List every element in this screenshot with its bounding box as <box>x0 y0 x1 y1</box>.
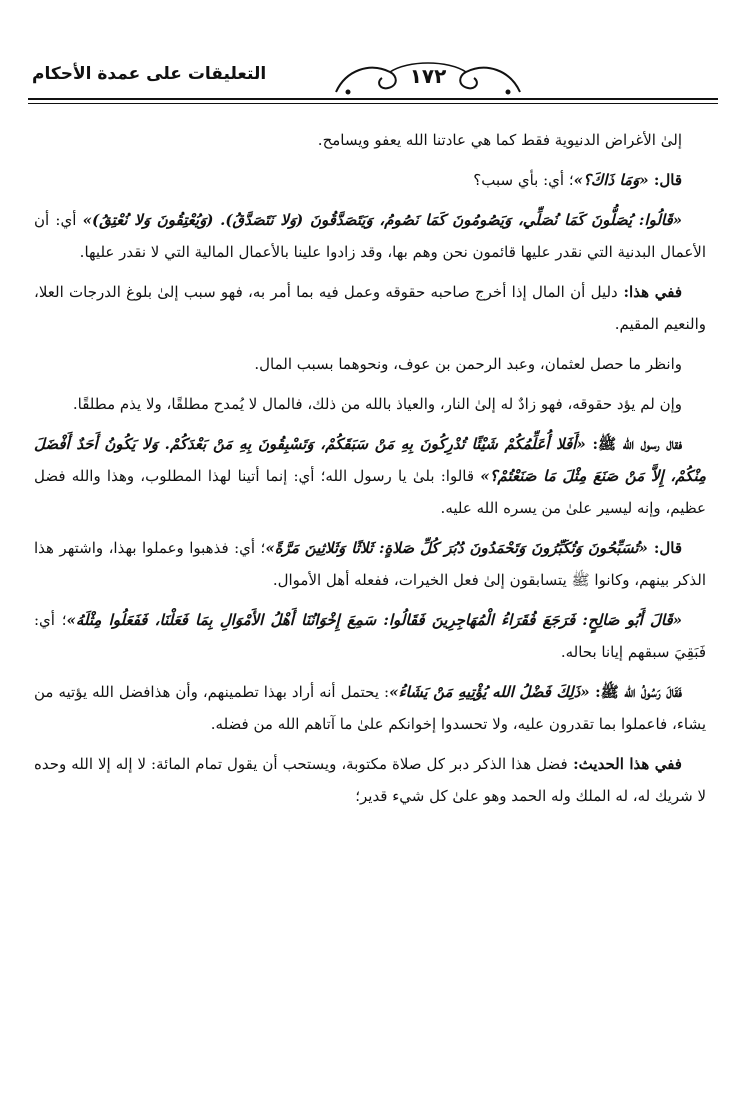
page-header <box>28 58 718 108</box>
header-rule <box>28 98 718 100</box>
page-body <box>34 124 706 820</box>
body-paragraph <box>34 276 706 340</box>
hadith-quote: «ذَلِكَ فَضْلُ الله يُؤْتِيهِ مَنْ يَشَاءُ» <box>389 683 590 701</box>
body-paragraph <box>34 604 706 668</box>
bold-lead-text: فَقَالَ رَسُولُ الله ﷺ: <box>589 683 682 701</box>
body-paragraph <box>34 124 706 156</box>
bold-lead-text: قال: <box>648 171 682 189</box>
running-header-title: التعليقات على عمدة الأحكام <box>32 64 267 84</box>
bold-lead-text: ففي هذا الحديث: <box>567 755 682 773</box>
bold-lead-text: ففي هذا: <box>617 283 682 301</box>
bold-lead-text: فقال رسول الله ﷺ: <box>585 435 682 453</box>
commentary-text: : يحتمل أنه أراد بهذا تطمينهم، وأن هذافضل الله يؤتيه من يشاء، فاعملوا بما تقدرون عليه، ولا تحسدوا إخوانكم علىٰ ما آتاهم الله من فضله. <box>34 683 706 733</box>
body-paragraph <box>34 164 706 196</box>
body-paragraph <box>34 348 706 380</box>
commentary-text: وإن لم يؤد حقوقه، فهو زادٌ له إلىٰ النار، والعياذ بالله من ذلك، فالمال لا يُمدح مطلقًا، ولا يذم مطلقًا. <box>72 395 682 413</box>
hadith-quote: «قَالُوا: يُصَلُّونَ كَمَا نُصَلِّي، وَيَصُومُونَ كَمَا نَصُومُ، وَيَتَصَدَّقُونَ (وَلا نَتَصَدَّقُ). (وَيُعْتِقُونَ وَلا نُعْتِقُ)» <box>82 211 682 229</box>
body-paragraph <box>34 204 706 268</box>
commentary-text: قالوا: بلىٰ يا رسول الله؛ أي: إنما أتينا لهذا المطلوب، وهذا والله فضل عظيم، وإنه ليسير علىٰ من يسره الله عليه. <box>34 467 706 517</box>
commentary-text: وانظر ما حصل لعثمان، وعبد الرحمن بن عوف، ونحوهما بسبب المال. <box>254 355 682 373</box>
body-paragraph <box>34 388 706 420</box>
hadith-quote: «تُسَبِّحُونَ وَتُكَبِّرُونَ وَتَحْمَدُونَ دُبُرَ كُلِّ صَلاةٍ: ثَلاثًا وَثَلاثِينَ مَرَّةً» <box>265 539 648 557</box>
commentary-text: أي: أن الأعمال البدنية التي نقدر عليها قائمون نحن وهم بها، وقد زادوا علينا بالأعمال المالية التي لا نقدر عليها. <box>34 211 706 261</box>
body-paragraph <box>34 748 706 812</box>
hadith-quote: «وَمَا ذَاكَ؟» <box>573 171 649 189</box>
commentary-text: ؛ أي: فذهبوا وعملوا بهذا، واشتهر هذا الذكر بينهم، وكانوا ﷺ يتسابقون إلىٰ فعل الخيرات، ففعله أهل الأموال. <box>34 539 706 589</box>
bold-lead-text: قال: <box>647 539 682 557</box>
commentary-text: ؛ أي: فَبَقِيَ سبقهم إيانا بحاله. <box>34 611 706 661</box>
body-paragraph <box>34 428 706 524</box>
body-paragraph <box>34 676 706 740</box>
commentary-text: دليل أن المال إذا أخرج صاحبه حقوقه وعمل فيه بما أمر به، فهو سبب إلىٰ بلوغ الدرجات العلا، والنعيم المقيم. <box>34 283 706 333</box>
hadith-quote: «أَفَلا أُعَلِّمُكُمْ شَيْئًا تُدْرِكُونَ بِهِ مَنْ سَبَقَكُمْ، وَتَسْبِقُونَ بِهِ مَنْ بَعْدَكُمْ. وَلا يَكُونُ أَحَدٌ أَفْضَلَ مِنْكُمْ، إِلاَّ مَنْ صَنَعَ مِثْلَ مَا صَنَعْتُمْ؟» <box>34 435 706 485</box>
header-rule-thin <box>28 103 718 104</box>
page-number: ١٧٢ <box>409 64 447 88</box>
commentary-text: فضل هذا الذكر دبر كل صلاة مكتوبة، ويستحب أن يقول تمام المائة: لا إله إلا الله وحده لا شريك له، له الملك وله الحمد وهو علىٰ كل شيء قدير؛ <box>34 755 706 805</box>
hadith-quote: «قَالَ أَبُو صَالِحٍ: فَرَجَعَ فُقَرَاءُ الْمُهَاجِرِينَ فَقَالُوا: سَمِعَ إِخْوَانُنَا أَهْلُ الأَمْوَالِ بِمَا فَعَلْنَا، فَفَعَلُوا مِثْلَهُ» <box>66 611 682 629</box>
body-paragraph <box>34 532 706 596</box>
commentary-text: إلىٰ الأغراض الدنيوية فقط كما هي عادتنا الله يعفو ويسامح. <box>317 131 682 149</box>
commentary-text: ؛ أي: بأي سبب؟ <box>473 171 574 189</box>
